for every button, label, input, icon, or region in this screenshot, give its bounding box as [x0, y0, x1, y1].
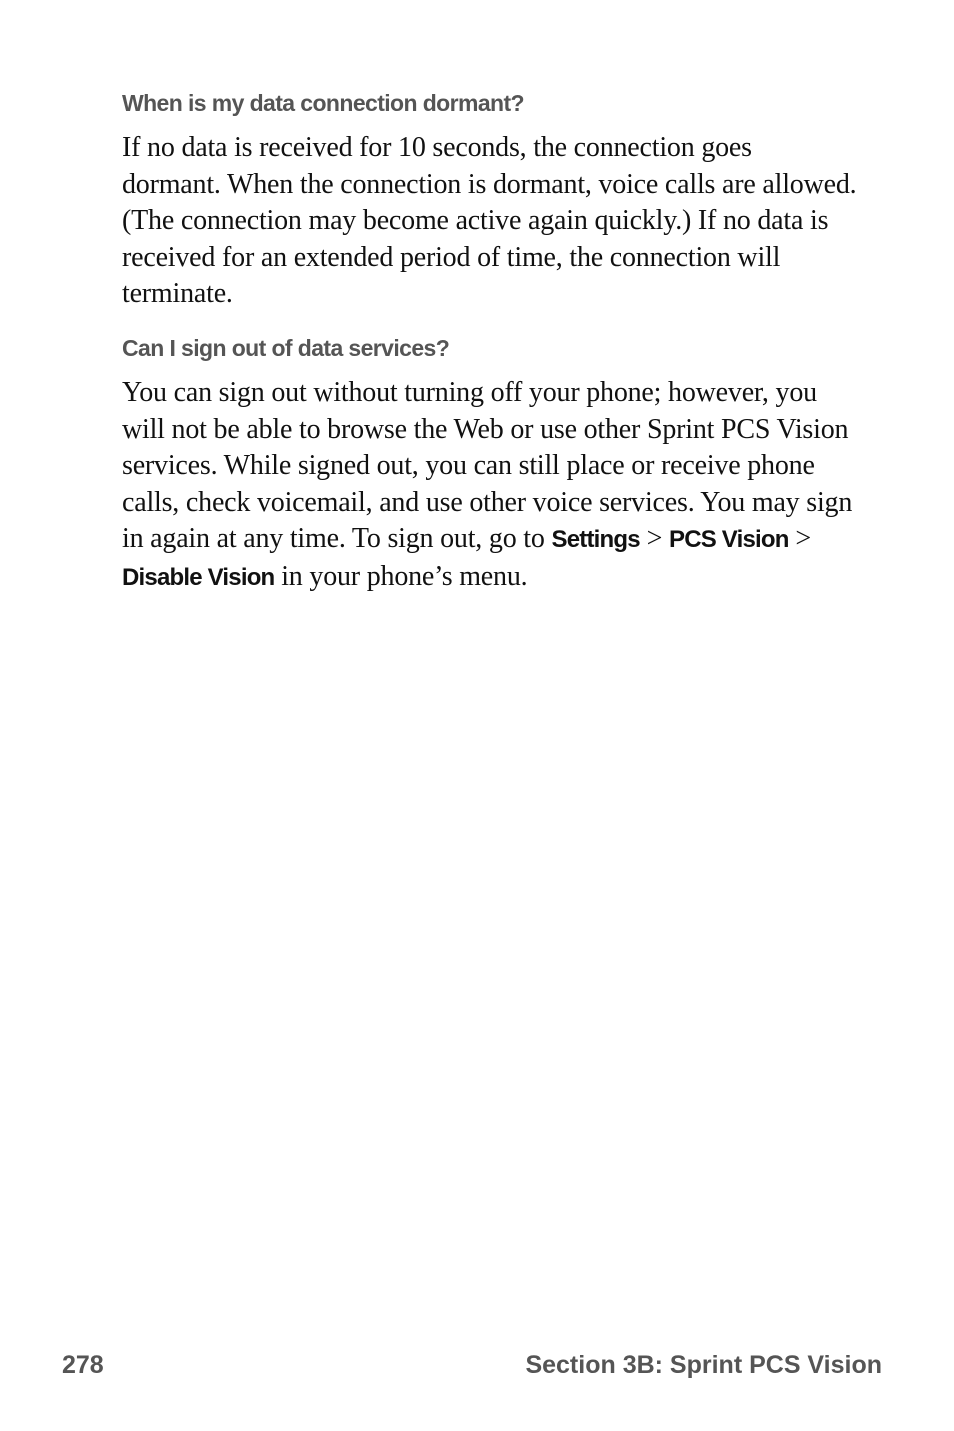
menu-path-disable-vision: Disable Vision [122, 563, 275, 591]
faq-answer-dormant: If no data is received for 10 seconds, the connection goes dormant. When the connection is dormant, voice calls are allowed. (The connection may become active again quickly.) If no data is received for an extended period of time, the connection will terminate. [122, 132, 857, 310]
answer-outro-text: in your phone’s menu. [274, 560, 528, 592]
menu-path-pcs-vision: PCS Vision [668, 526, 789, 554]
section-title: Section 3B: Sprint PCS Vision [525, 1351, 882, 1379]
faq-question-dormant: When is my data connection dormant? [122, 90, 524, 116]
page-number: 278 [62, 1351, 104, 1379]
menu-path-separator: > [788, 523, 811, 555]
menu-path-settings: Settings [551, 526, 640, 554]
page-content [122, 84, 857, 613]
faq-question-sign-out: Can I sign out of data services? [122, 334, 450, 361]
menu-path-separator: > [639, 523, 669, 555]
faq-answer-sign-out [122, 375, 857, 597]
answer-intro-text: You can sign out without turning off your phone; however, you will not be able to browse the Web or use other Sprint PCS Vision services. While signed out, you can still place or receive phone calls, check voicemail, and use other voice services. You may sign in again at any time. To sign out, go to [122, 376, 853, 555]
